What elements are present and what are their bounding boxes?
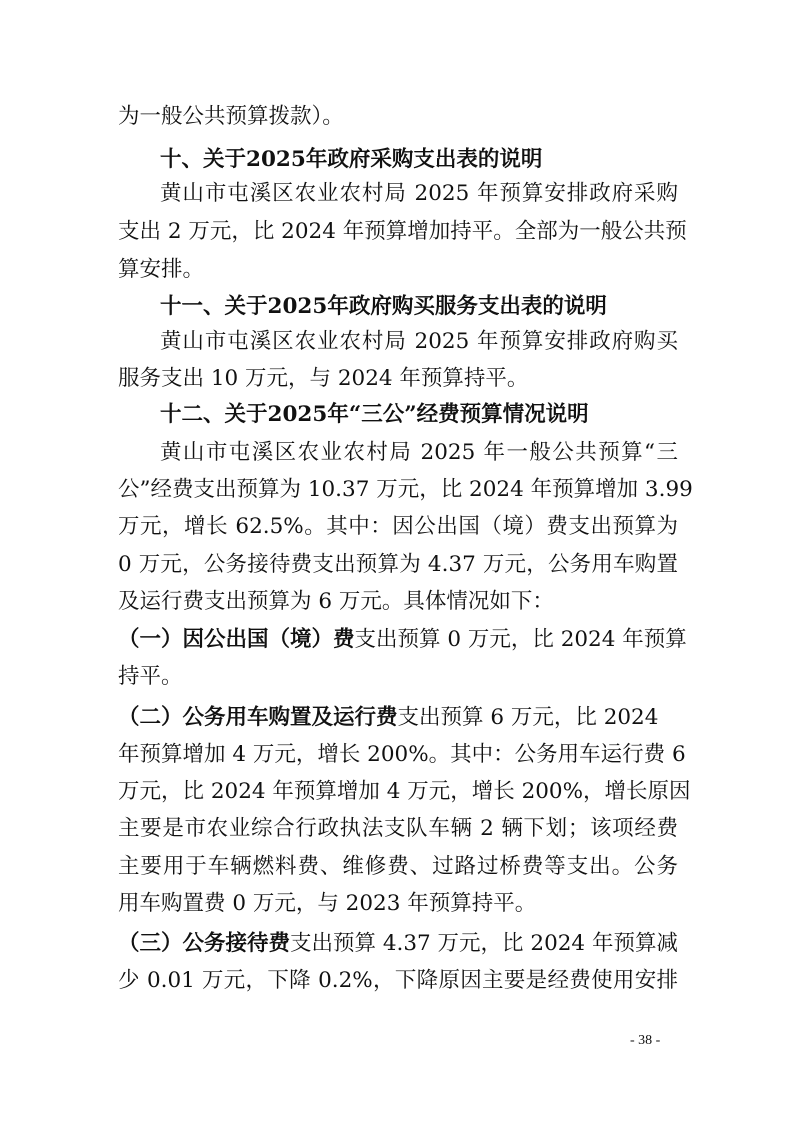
section-heading: 十、关于2025年政府采购支出表的说明 (160, 147, 543, 172)
text-line: 支出 2 万元，比 2024 年预算增加持平。全部为一般公共预 (118, 219, 687, 244)
section-heading: 十一、关于2025年政府购买服务支出表的说明 (160, 294, 607, 319)
text-line: 支出预算 4.37 万元，比 2024 年预算减 (290, 931, 678, 956)
text-line: 服务支出 10 万元，与 2024 年预算持平。 (118, 366, 529, 391)
text-line: 黄山市屯溪区农业农村局 2025 年预算安排政府采购 (160, 181, 678, 206)
subsection-line (118, 703, 678, 733)
page-number: - 38 - (630, 1033, 661, 1048)
subsection-heading: （三）公务接待费 (118, 931, 291, 956)
text-line: 及运行费支出预算为 6 万元。具体情况如下： (118, 589, 554, 614)
text-line: 万元，增长 62.5%。其中：因公出国（境）费支出预算为 (118, 514, 678, 539)
text-line: 公”经费支出预算为 10.37 万元，比 2024 年预算增加 3.99 (118, 477, 693, 502)
text-line: 少 0.01 万元，下降 0.2%，下降原因主要是经费使用安排 (118, 968, 678, 993)
text-line: 用车购置费 0 万元，与 2023 年预算持平。 (118, 891, 537, 916)
subsection-heading: （一）因公出国（境）费 (118, 627, 355, 652)
subsection-line (118, 929, 678, 959)
text-line: 0 万元，公务接待费支出预算为 4.37 万元，公务用车购置 (118, 552, 678, 577)
text-line: 万元，比 2024 年预算增加 4 万元，增长 200%，增长原因 (118, 779, 691, 804)
section-heading: 十二、关于2025年“三公”经费预算情况说明 (160, 402, 589, 427)
text-line: 算安排。 (118, 257, 205, 282)
subsection-line (118, 625, 687, 655)
text-line: 支出预算 0 万元，比 2024 年预算 (354, 627, 687, 652)
text-line: 年预算增加 4 万元，增长 200%。其中：公务用车运行费 6 (118, 742, 686, 767)
text-line: 黄山市屯溪区农业农村局 2025 年一般公共预算“三 (160, 440, 678, 465)
text-line: 主要用于车辆燃料费、维修费、过路过桥费等支出。公务 (118, 854, 678, 879)
text-line: 为一般公共预算拨款）。 (118, 104, 344, 129)
text-line: 支出预算 6 万元，比 2024 (397, 705, 659, 730)
subsection-heading: （二）公务用车购置及运行费 (118, 705, 398, 730)
text-line: 主要是市农业综合行政执法支队车辆 2 辆下划；该项经费 (118, 816, 678, 841)
text-line: 黄山市屯溪区农业农村局 2025 年预算安排政府购买 (160, 329, 678, 354)
text-line: 持平。 (118, 664, 183, 689)
